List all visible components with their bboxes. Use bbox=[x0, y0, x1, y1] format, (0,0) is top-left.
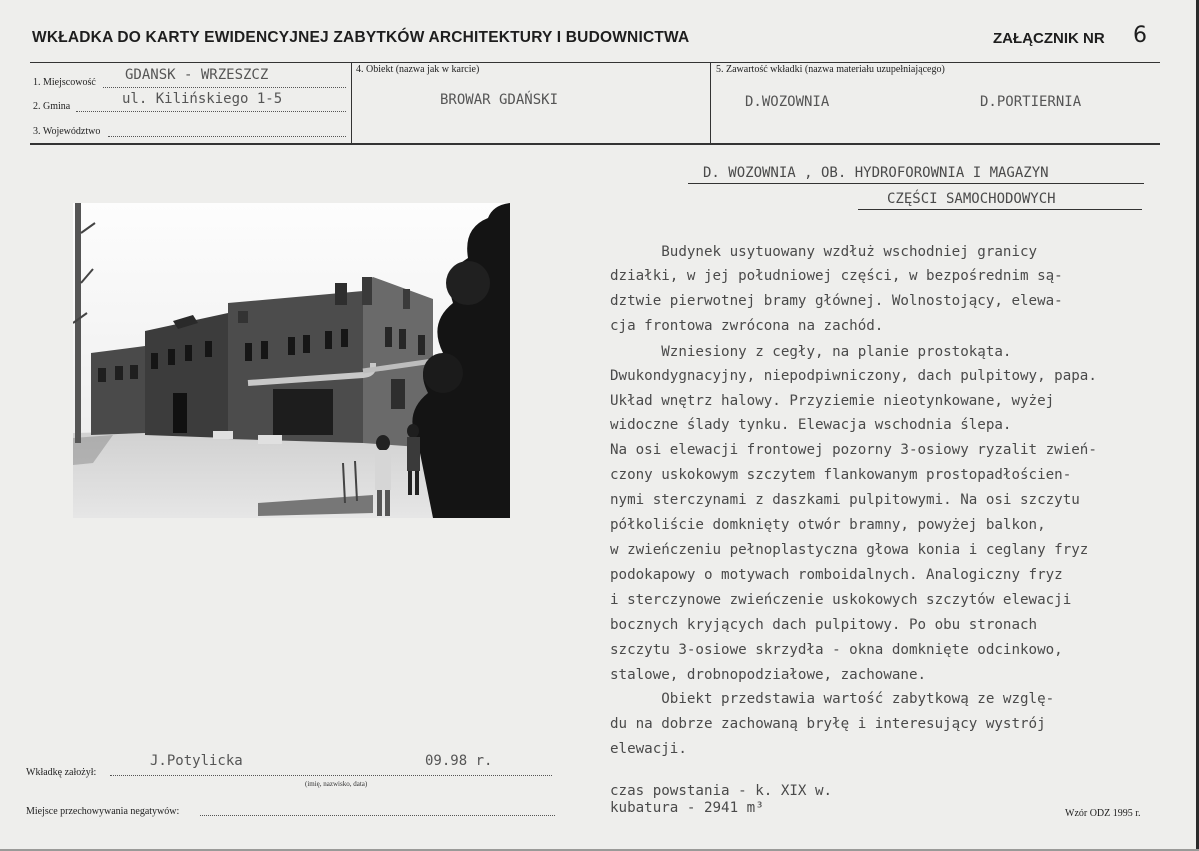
zawartosc-value-wozownia: D.WOZOWNIA bbox=[745, 94, 830, 110]
description-line: dztwie pierwotnej bramy głównej. Wolnostojący, elewa- bbox=[610, 293, 1063, 309]
annex-label: ZAŁĄCZNIK NR bbox=[993, 30, 1105, 47]
wojewodztwo-label: 3. Województwo bbox=[33, 126, 101, 137]
description-line: Układ wnętrz halowy. Przyziemie nieotynkowane, wyżej bbox=[610, 393, 1055, 409]
description-line: szczytu 3-osiowe skrzydła - okna domknięte odcinkowo, bbox=[610, 642, 1063, 658]
annex-number: 6 bbox=[1133, 23, 1147, 48]
description-line: Wzniesiony z cegły, na planie prostokąta. bbox=[610, 344, 1012, 360]
column-divider-1 bbox=[351, 62, 352, 144]
description-line: widoczne ślady tynku. Elewacja wschodnia ślepa. bbox=[610, 417, 1012, 433]
description-line: du na dobrze zachowaną bryłę i interesujący wystrój bbox=[610, 716, 1046, 732]
header-bottom-rule bbox=[30, 143, 1160, 145]
description-line: stalowe, drobnopodziałowe, zachowane. bbox=[610, 667, 927, 683]
description-line: bocznych kryjących dach pulpitowy. Po obu stronach bbox=[610, 617, 1038, 633]
zawartosc-value-portiernia: D.PORTIERNIA bbox=[980, 94, 1082, 110]
miejscowosc-label: 1. Miejscowość bbox=[33, 77, 96, 88]
section-title-line-2: CZĘŚCI SAMOCHODOWYCH bbox=[887, 191, 1056, 207]
miejscowosc-dotline bbox=[103, 87, 346, 88]
section-title-line-1: D. WOZOWNIA , OB. HYDROFOROWNIA I MAGAZYN bbox=[703, 165, 1049, 181]
description-line: Obiekt przedstawia wartość zabytkową ze wzglę- bbox=[610, 691, 1055, 707]
zalozyl-label: Wkładkę założył: bbox=[26, 767, 97, 778]
section-title-underline-2 bbox=[858, 209, 1142, 210]
description-line: półkoliście domknięty otwór bramny, powyżej balkon, bbox=[610, 517, 1046, 533]
zalozyl-date: 09.98 r. bbox=[425, 753, 493, 769]
zalozyl-dotline bbox=[110, 775, 552, 776]
description-line: elewacji. bbox=[610, 741, 687, 757]
miejscowosc-value: GDANSK - WRZESZCZ bbox=[125, 67, 269, 83]
negatywy-dotline bbox=[200, 815, 555, 816]
zalozyl-note: (imię, nazwisko, data) bbox=[305, 780, 368, 788]
negatywy-label: Miejsce przechowywania negatywów: bbox=[26, 806, 180, 817]
zawartosc-label: 5. Zawartość wkładki (nazwa materiału uzupełniającego) bbox=[716, 64, 945, 75]
description-line: nymi sterczynami z daszkami pulpitowymi. Na osi szczytu bbox=[610, 492, 1080, 508]
obiekt-label: 4. Obiekt (nazwa jak w karcie) bbox=[356, 64, 480, 75]
zalozyl-name: J.Potylicka bbox=[150, 753, 243, 769]
building-volume: kubatura - 2941 m³ bbox=[610, 800, 764, 816]
description-line: Dwukondygnacyjny, niepodpiwniczony, dach pulpitowy, papa. bbox=[610, 368, 1097, 384]
obiekt-value: BROWAR GDAŃSKI bbox=[440, 92, 559, 108]
description-line: w zwieńczeniu pełnoplastyczna głowa konia i ceglany fryz bbox=[610, 542, 1089, 558]
wojewodztwo-dotline bbox=[108, 136, 346, 137]
column-divider-2 bbox=[710, 62, 711, 144]
card-title: WKŁADKA DO KARTY EWIDENCYJNEJ ZABYTKÓW ARCHITEKTURY I BUDOWNICTWA bbox=[32, 29, 690, 46]
gmina-value: ul. Kilińskiego 1-5 bbox=[122, 91, 283, 107]
description-line: podokapowy o motywach romboidalnych. Analogiczny fryz bbox=[610, 567, 1063, 583]
header-top-rule bbox=[30, 62, 1160, 63]
description-line: czony uskokowym szczytem flankowanym prostopadłościen- bbox=[610, 467, 1072, 483]
gmina-dotline bbox=[76, 111, 346, 112]
description-line: działki, w jej południowej części, w bezpośrednim są- bbox=[610, 268, 1063, 284]
gmina-label: 2. Gmina bbox=[33, 101, 71, 112]
description-line: Budynek usytuowany wzdłuż wschodniej granicy bbox=[610, 244, 1038, 260]
building-photograph bbox=[73, 203, 510, 518]
construction-date: czas powstania - k. XIX w. bbox=[610, 783, 833, 799]
description-line: cja frontowa zwrócona na zachód. bbox=[610, 318, 884, 334]
form-version: Wzór ODZ 1995 r. bbox=[1065, 808, 1141, 819]
description-line: Na osi elewacji frontowej pozorny 3-osiowy ryzalit zwień- bbox=[610, 442, 1097, 458]
description-line: i sterczynowe zwieńczenie uskokowych szczytów elewacji bbox=[610, 592, 1072, 608]
section-title-underline-1 bbox=[688, 183, 1144, 184]
